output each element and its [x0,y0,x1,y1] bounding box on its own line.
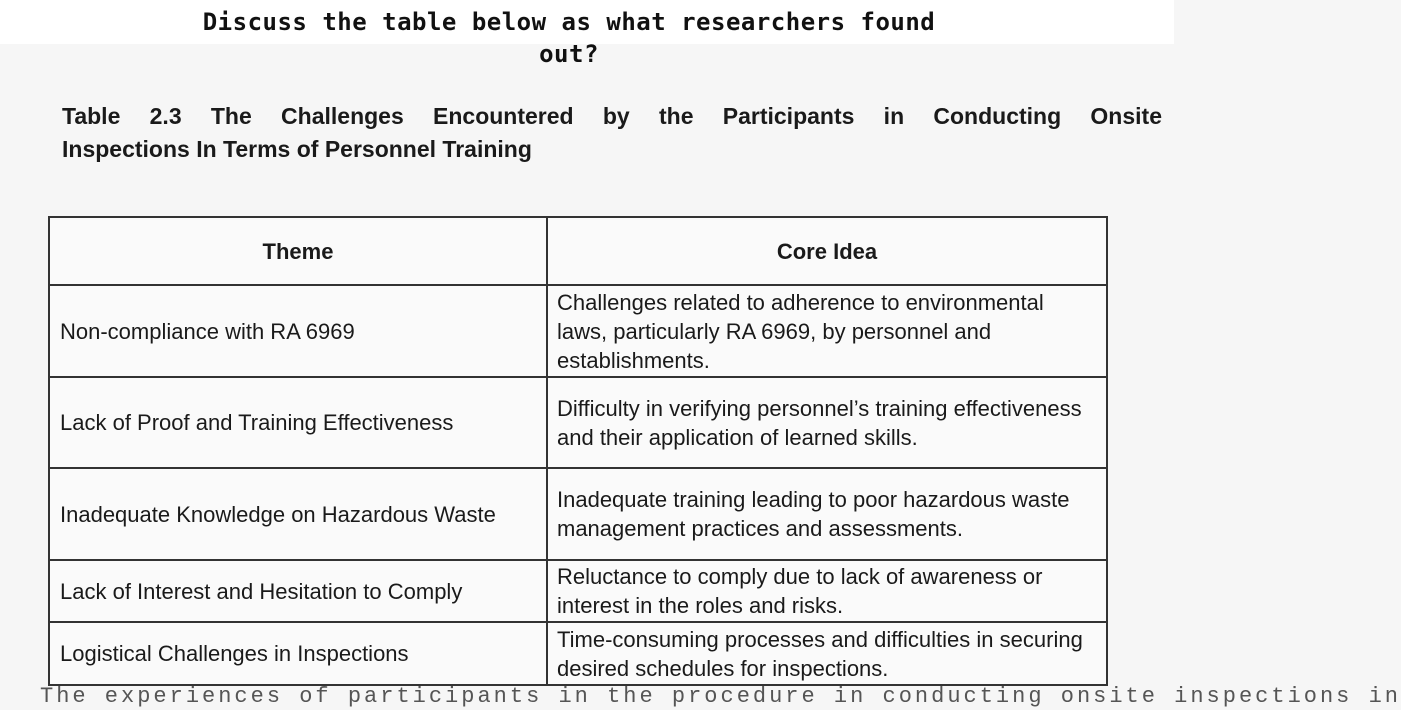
theme-cell: Logistical Challenges in Inspections [49,622,547,685]
table-row [49,285,1107,377]
question-line-2: out? [539,40,599,68]
table-row [49,468,1107,560]
theme-column-header: Theme [49,217,547,285]
question-line-1: Discuss the table below as what researchers found [202,8,936,36]
table-row [49,622,1107,685]
cut-off-paragraph: The experiences of participants in the procedure in conducting onsite inspections in [40,684,1401,709]
core-idea-cell: Inadequate training leading to poor hazardous waste management practices and assessments. [547,468,1107,560]
theme-cell: Lack of Proof and Training Effectiveness [49,377,547,468]
table-header-row [49,217,1107,285]
table-row [49,377,1107,468]
core-idea-cell: Reluctance to comply due to lack of awareness or interest in the roles and risks. [547,560,1107,622]
table-caption-line-2: Inspections In Terms of Personnel Training [62,136,532,162]
core-idea-column-header: Core Idea [547,217,1107,285]
core-idea-cell: Time-consuming processes and difficulties in securing desired schedules for inspections. [547,622,1107,685]
theme-cell: Non-compliance with RA 6969 [49,285,547,377]
theme-cell: Inadequate Knowledge on Hazardous Waste [49,468,547,560]
table-caption [62,100,1162,166]
theme-cell: Lack of Interest and Hesitation to Comply [49,560,547,622]
table-row [49,560,1107,622]
question-heading [0,6,1138,70]
core-idea-cell: Difficulty in verifying personnel’s training effectiveness and their application of learned skills. [547,377,1107,468]
core-idea-cell: Challenges related to adherence to environmental laws, particularly RA 6969, by personnel and establishments. [547,285,1107,377]
findings-table [48,216,1108,686]
table-caption-line-1: Table 2.3 The Challenges Encountered by the Participants in Conducting Onsite [62,103,1162,129]
